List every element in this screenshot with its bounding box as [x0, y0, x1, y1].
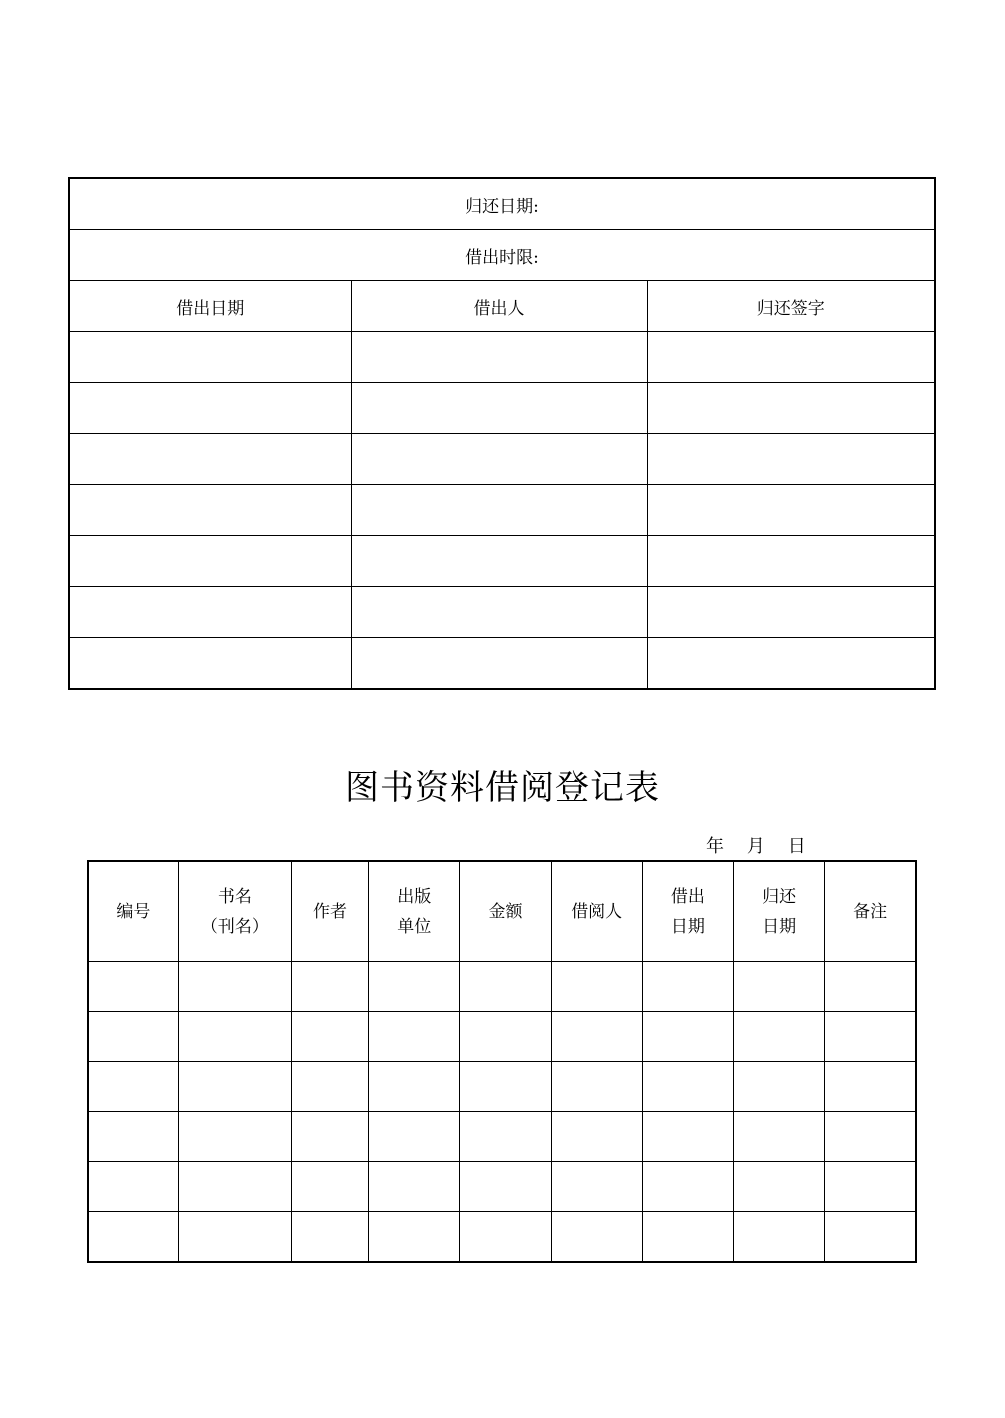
register-cell-title[interactable] [178, 1062, 291, 1112]
borrower-cell[interactable] [351, 587, 647, 638]
register-header-remarks [825, 861, 916, 962]
header-text-line: 书名 [217, 886, 252, 907]
register-row [88, 1112, 916, 1162]
register-cell-title[interactable] [178, 1162, 291, 1212]
register-cell-author[interactable] [291, 1212, 368, 1263]
register-date-line[interactable]: 年 月 日 [706, 836, 806, 857]
register-row [88, 1212, 916, 1263]
return-signature-cell[interactable] [647, 485, 935, 536]
register-cell-publisher[interactable] [369, 1012, 460, 1062]
register-cell-borrower[interactable] [551, 1012, 642, 1062]
register-cell-borrower[interactable] [551, 1112, 642, 1162]
header-text-line: 借出 [670, 886, 705, 907]
register-cell-id[interactable] [88, 1012, 178, 1062]
loan-record-row [69, 332, 935, 383]
register-cell-return-date[interactable] [734, 1212, 825, 1263]
header-text-line: 编号 [116, 901, 151, 922]
loan-record-row [69, 485, 935, 536]
return-date-label[interactable]: 归还日期: [69, 178, 935, 230]
register-cell-title[interactable] [178, 962, 291, 1012]
register-cell-publisher[interactable] [369, 1062, 460, 1112]
register-header-row [88, 861, 916, 962]
register-cell-publisher[interactable] [369, 1212, 460, 1263]
header-text-line: 借阅人 [571, 901, 623, 922]
register-cell-title[interactable] [178, 1012, 291, 1062]
header-text-line: 金额 [488, 901, 523, 922]
register-cell-return-date[interactable] [734, 962, 825, 1012]
return-signature-cell[interactable] [647, 638, 935, 690]
register-cell-amount[interactable] [460, 962, 551, 1012]
register-header-loan-date [642, 861, 733, 962]
register-cell-title[interactable] [178, 1112, 291, 1162]
loan-date-cell[interactable] [69, 485, 351, 536]
borrower-cell[interactable] [351, 536, 647, 587]
register-cell-return-date[interactable] [734, 1162, 825, 1212]
book-loan-form-table [68, 177, 936, 690]
loan-period-label[interactable]: 借出时限: [69, 230, 935, 281]
loan-date-cell[interactable] [69, 434, 351, 485]
borrower-cell[interactable] [351, 383, 647, 434]
loan-date-cell[interactable] [69, 587, 351, 638]
register-cell-amount[interactable] [460, 1112, 551, 1162]
register-cell-id[interactable] [88, 962, 178, 1012]
register-cell-id[interactable] [88, 1062, 178, 1112]
register-cell-loan-date[interactable] [642, 962, 733, 1012]
return-signature-cell[interactable] [647, 332, 935, 383]
register-row [88, 962, 916, 1012]
register-cell-return-date[interactable] [734, 1112, 825, 1162]
return-signature-cell[interactable] [647, 383, 935, 434]
register-cell-loan-date[interactable] [642, 1112, 733, 1162]
header-text-line: （刊名） [200, 916, 269, 937]
register-header-id [88, 861, 178, 962]
loan-date-cell[interactable] [69, 383, 351, 434]
header-loan-date: 借出日期 [69, 281, 351, 332]
book-register-table [87, 860, 917, 1263]
register-cell-author[interactable] [291, 1162, 368, 1212]
register-cell-id[interactable] [88, 1212, 178, 1263]
register-cell-remarks[interactable] [825, 1012, 916, 1062]
loan-date-cell[interactable] [69, 638, 351, 690]
top-header-row [69, 281, 935, 332]
loan-date-cell[interactable] [69, 332, 351, 383]
register-cell-loan-date[interactable] [642, 1012, 733, 1062]
register-cell-publisher[interactable] [369, 1112, 460, 1162]
register-row [88, 1062, 916, 1112]
register-cell-remarks[interactable] [825, 962, 916, 1012]
header-return-signature: 归还签字 [647, 281, 935, 332]
register-cell-remarks[interactable] [825, 1212, 916, 1263]
register-cell-loan-date[interactable] [642, 1162, 733, 1212]
header-text-line: 备注 [853, 901, 888, 922]
register-cell-author[interactable] [291, 1062, 368, 1112]
header-text-line: 日期 [670, 916, 705, 937]
register-cell-borrower[interactable] [551, 1212, 642, 1263]
borrower-cell[interactable] [351, 434, 647, 485]
register-cell-author[interactable] [291, 1112, 368, 1162]
register-cell-author[interactable] [291, 1012, 368, 1062]
header-text-line: 出版 [397, 886, 432, 907]
loan-record-row [69, 638, 935, 690]
return-date-row [69, 178, 935, 230]
register-cell-amount[interactable] [460, 1162, 551, 1212]
header-borrower: 借出人 [351, 281, 647, 332]
borrower-cell[interactable] [351, 638, 647, 690]
header-text-line: 单位 [397, 916, 432, 937]
register-cell-borrower[interactable] [551, 1162, 642, 1212]
header-text-line: 作者 [313, 901, 348, 922]
register-cell-remarks[interactable] [825, 1062, 916, 1112]
register-title: 图书资料借阅登记表 [345, 768, 660, 808]
register-cell-return-date[interactable] [734, 1062, 825, 1112]
loan-record-row [69, 434, 935, 485]
register-cell-amount[interactable] [460, 1012, 551, 1062]
register-header-publisher [369, 861, 460, 962]
register-cell-borrower[interactable] [551, 962, 642, 1012]
loan-record-row [69, 383, 935, 434]
register-row [88, 1162, 916, 1212]
loan-date-cell[interactable] [69, 536, 351, 587]
header-text-line: 日期 [762, 916, 797, 937]
register-cell-amount[interactable] [460, 1212, 551, 1263]
register-cell-borrower[interactable] [551, 1062, 642, 1112]
return-signature-cell[interactable] [647, 587, 935, 638]
borrower-cell[interactable] [351, 485, 647, 536]
register-cell-remarks[interactable] [825, 1112, 916, 1162]
loan-record-row [69, 587, 935, 638]
register-cell-id[interactable] [88, 1112, 178, 1162]
return-signature-cell[interactable] [647, 536, 935, 587]
register-cell-loan-date[interactable] [642, 1062, 733, 1112]
return-signature-cell[interactable] [647, 434, 935, 485]
register-cell-amount[interactable] [460, 1062, 551, 1112]
register-header-title [178, 861, 291, 962]
register-cell-author[interactable] [291, 962, 368, 1012]
register-header-borrower [551, 861, 642, 962]
register-cell-publisher[interactable] [369, 1162, 460, 1212]
header-text-line: 归还 [762, 886, 797, 907]
register-cell-publisher[interactable] [369, 962, 460, 1012]
register-header-author [291, 861, 368, 962]
register-cell-loan-date[interactable] [642, 1212, 733, 1263]
register-row [88, 1012, 916, 1062]
borrower-cell[interactable] [351, 332, 647, 383]
register-header-return-date [734, 861, 825, 962]
register-cell-id[interactable] [88, 1162, 178, 1212]
register-cell-return-date[interactable] [734, 1012, 825, 1062]
register-cell-remarks[interactable] [825, 1162, 916, 1212]
register-header-amount [460, 861, 551, 962]
loan-record-row [69, 536, 935, 587]
loan-period-row [69, 230, 935, 281]
register-cell-title[interactable] [178, 1212, 291, 1263]
